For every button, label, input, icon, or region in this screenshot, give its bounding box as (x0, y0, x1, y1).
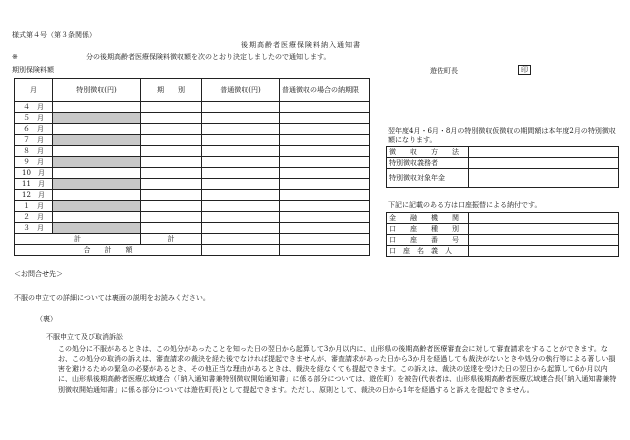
notice-mark: ※ (12, 53, 18, 61)
inquiry-label: ＜お問合せ先＞ (14, 270, 63, 278)
seal: 印 (518, 65, 531, 75)
table-row: 特別徴収対象年金 (387, 169, 619, 188)
table-row: ５ 月 (15, 113, 370, 124)
mayor-label: 遊佐町長 (430, 67, 458, 75)
header-deadline: 普通徴収の場合の納期限 (280, 79, 370, 102)
table-row: ４ 月 (15, 102, 370, 113)
table-row: 10 月 (15, 168, 370, 179)
subtotal-label-2: 計 (141, 234, 202, 245)
table-row: ７ 月 (15, 135, 370, 146)
header-period: 期 別 (141, 79, 202, 102)
table-row: 口 座 番 号 (387, 235, 619, 246)
subtotal-row (15, 234, 370, 245)
objection-note: 不服の申立ての詳細については裏面の説明をお読みください。 (14, 294, 210, 302)
table-row: 口 座 種 別 (387, 224, 619, 235)
account-table (386, 212, 619, 257)
form-number: 様式第４号（第３条関係） (12, 31, 96, 39)
table-row: 口 座 名 義 人 (387, 246, 619, 257)
account-note: 下記に記載のある方は口座振替による納付です。 (388, 201, 542, 209)
annual-label: 期別保険料額 (12, 66, 54, 74)
subtotal-label: 計 (15, 234, 141, 245)
premium-table (14, 78, 370, 256)
notice-text: 分の後期高齢者医療保険料徴収額を次のとおり決定しましたので通知します。 (86, 53, 331, 61)
reverse-label: （裏） (36, 315, 57, 323)
form-title: 後期高齢者医療保険料納入通知書 (241, 41, 361, 49)
total-row (15, 245, 370, 256)
table-row: 徴 収 方 法 (387, 147, 619, 158)
table-row: 12 月 (15, 190, 370, 201)
total-label: 合 計 額 (15, 245, 202, 256)
table-row: ９ 月 (15, 157, 370, 168)
table-row: ３ 月 (15, 223, 370, 234)
table-row: 金 融 機 関 (387, 213, 619, 224)
header-special: 特別徴収(円) (53, 79, 141, 102)
table-row: 11 月 (15, 179, 370, 190)
table-row: １ 月 (15, 201, 370, 212)
reverse-paragraph: この処分に不服があるときは、この処分があったことを知った日の翌日から起算して3か月以内に、山形県の後期高齢者医療審査会に対して審査請求をすることができます。なお、この処分の取消の訴えは、審査請求の裁決を経た後でなければ提起できませんが、審査請求があった日から3か月を経過しても裁決がないときや処分の執行等による著しい損害を避けるための緊急の必要があるとき、その他正当な理由があるときは、裁決を経なくても提起できます。この訴えは、裁決の送達を受けた日の翌日から起算して6か月以内に、山形県後期高齢者医療広域連合（「納入通知書兼特別徴収開始通知書」に係る部分については、遊佐町）を被告(代表者は、山形県後期高齢者医療広域連合長(「納入通知書兼特別徴収開始通知書」に係る部分については遊佐町長)として提起できます。ただし、原則として、裁決の日から1年を経過すると訴えを提起できません。 (58, 345, 617, 394)
table-row: ８ 月 (15, 146, 370, 157)
table-row: ６ 月 (15, 124, 370, 135)
special-note: 翌年度4月・6月・8月の特別徴収仮徴収の期間額は本年度2月の特別徴収額になります。 (388, 127, 616, 144)
table-row: ２ 月 (15, 212, 370, 223)
reverse-heading: 不服申立て及び取消訴訟 (46, 333, 123, 341)
header-ordinary: 普通徴収(円) (202, 79, 280, 102)
table-row: 特別徴収義務者 (387, 158, 619, 169)
collection-table (386, 146, 619, 188)
header-month: 月 (15, 79, 53, 102)
